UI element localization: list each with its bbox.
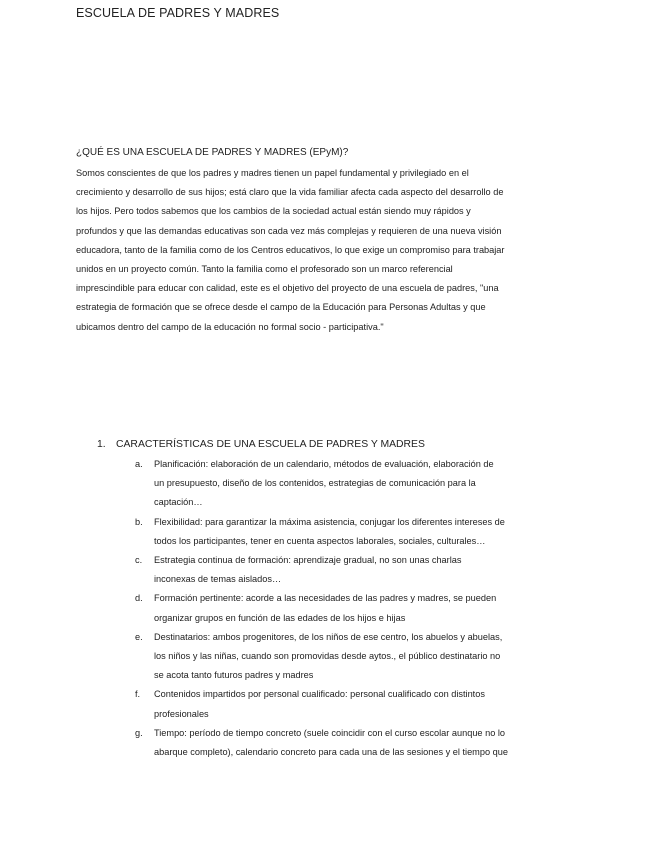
- list-item-letter: a.: [135, 459, 143, 469]
- characteristics-list: [135, 455, 575, 762]
- list-item-line: Contenidos impartidos por personal cualificado: personal cualificado con distintos: [154, 689, 485, 700]
- list-item-letter: b.: [135, 516, 143, 527]
- paragraph-line: estrategia de formación que se ofrece desde el campo de la Educación para Personas Adultas y que: [76, 302, 486, 313]
- list-item: [135, 628, 575, 686]
- list-item-line: profesionales: [154, 708, 209, 719]
- list-item-line: Tiempo: período de tiempo concreto (suele coincidir con el curso escolar aunque no lo: [154, 727, 506, 738]
- list-item: [135, 724, 575, 762]
- paragraph-line: unidos en un proyecto común. Tanto la familia como el profesorado son un marco referencial: [76, 264, 453, 275]
- list-item-line: Destinatarios: ambos progenitores, de los niños de ese centro, los abuelos y abuelas,: [154, 631, 503, 642]
- list-item-letter: c.: [135, 555, 143, 566]
- intro-paragraph: [76, 164, 579, 337]
- list-item-letter: f.: [135, 689, 141, 700]
- list-item: [135, 589, 575, 627]
- list-item-line: Planificación: elaboración de un calendario, métodos de evaluación, elaboración de: [154, 459, 494, 469]
- document-header: ESCUELA DE PADRES Y MADRES: [76, 6, 280, 20]
- list-item-line: se acota tanto futuros padres y madres: [154, 670, 314, 681]
- list-item-text: [154, 513, 575, 551]
- list-heading-text: CARACTERÍSTICAS DE UNA ESCUELA DE PADRES Y MADRES: [116, 439, 425, 450]
- list-item-text: [154, 724, 575, 762]
- list-item-text: [154, 551, 575, 589]
- paragraph-line: Somos conscientes de que los padres y madres tienen un papel fundamental y privilegiado en el: [76, 168, 469, 178]
- list-item: [135, 513, 575, 551]
- list-item: [135, 455, 575, 513]
- list-item-line: un presupuesto, diseño de los contenidos, estrategias de comunicación para la: [154, 478, 476, 489]
- list-item: [135, 685, 575, 723]
- list-item-letter: d.: [135, 593, 143, 604]
- list-item-text: [154, 589, 575, 627]
- list-item-letter: e.: [135, 631, 143, 642]
- list-item-text: [154, 455, 575, 513]
- list-item-line: captación…: [154, 497, 203, 508]
- list-heading: [97, 439, 425, 450]
- list-item-line: Estrategia continua de formación: aprendizaje gradual, no son unas charlas: [154, 555, 462, 566]
- paragraph-line: educadora, tanto de la familia como de los Centros educativos, lo que exige un compromiso para trabajar: [76, 244, 505, 255]
- list-item-line: Formación pertinente: acorde a las necesidades de las padres y madres, se pueden: [154, 593, 497, 604]
- list-number: 1.: [97, 439, 106, 450]
- list-item-line: organizar grupos en función de las edades de los hijos e hijas: [154, 612, 406, 623]
- list-item-line: todos los participantes, tener en cuenta aspectos laborales, sociales, culturales…: [154, 535, 486, 546]
- list-item-text: [154, 628, 575, 686]
- paragraph-line: los hijos. Pero todos sabemos que los cambios de la sociedad actual están siendo muy rápidos y: [76, 206, 471, 217]
- paragraph-line: crecimiento y desarrollo de sus hijos; está claro que la vida familiar afecta cada aspecto del desarrollo de: [76, 187, 504, 198]
- list-item-line: inconexas de temas aislados…: [154, 574, 282, 585]
- list-item-letter: g.: [135, 727, 143, 738]
- paragraph-line: imprescindible para educar con calidad, este es el objetivo del proyecto de una escuela de padres, "una: [76, 283, 499, 294]
- list-item-line: abarque completo), calendario concreto para cada una de las sesiones y el tiempo que: [154, 747, 508, 758]
- paragraph-line: profundos y que las demandas educativas son cada vez más complejas y requieren de una nueva visión: [76, 225, 502, 236]
- paragraph-line: ubicamos dentro del campo de la educación no formal socio - participativa.": [76, 321, 384, 332]
- section-title: ¿QUÉ ES UNA ESCUELA DE PADRES Y MADRES (EPyM)?: [76, 147, 349, 158]
- list-item-line: Flexibilidad: para garantizar la máxima asistencia, conjugar los diferentes intereses de: [154, 516, 505, 527]
- list-item-text: [154, 685, 575, 723]
- list-item-line: los niños y las niñas, cuando son promovidas desde aytos., el público destinatario no: [154, 651, 501, 662]
- list-item: [135, 551, 575, 589]
